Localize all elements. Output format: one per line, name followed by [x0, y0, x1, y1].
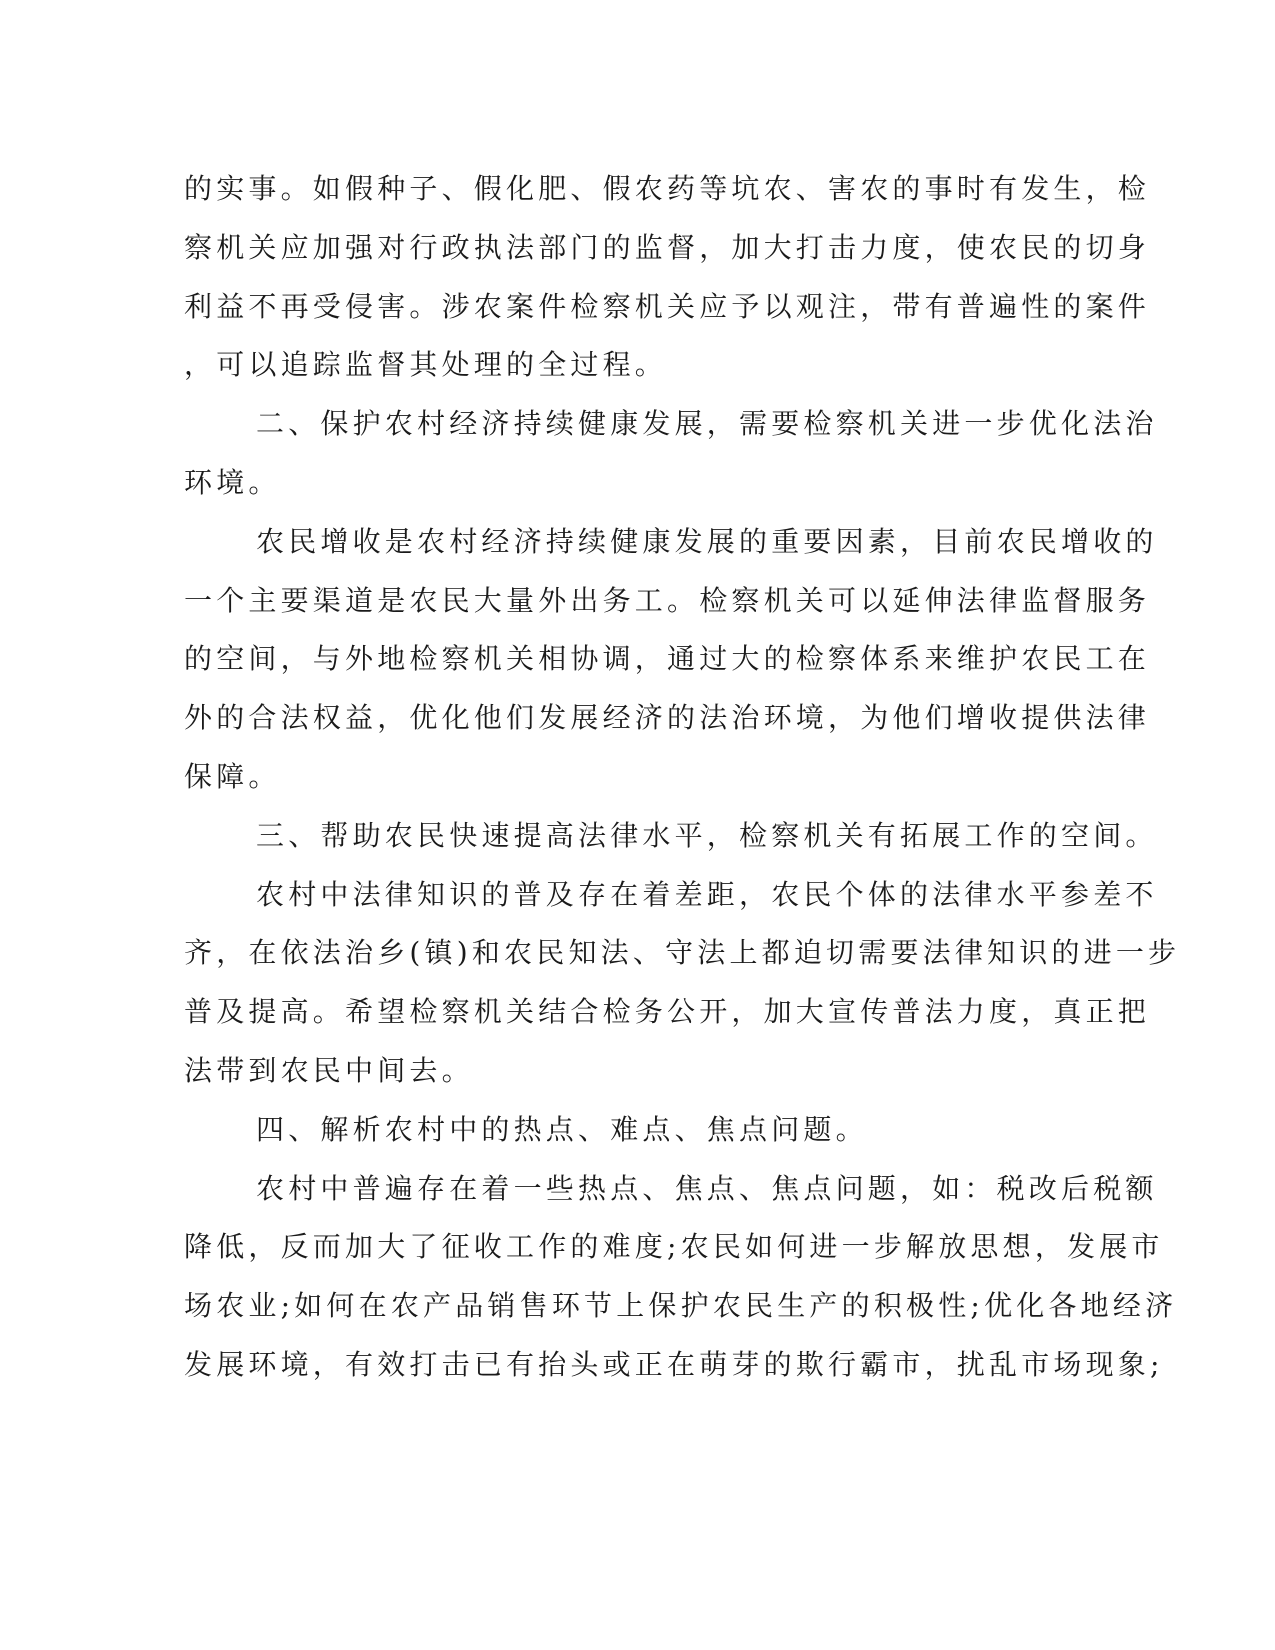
text-line: ，可以追踪监督其处理的全过程。	[184, 348, 668, 382]
text-line: 利益不再受侵害。涉农案件检察机关应予以观注，带有普遍性的案件	[184, 289, 1151, 323]
text-line: 的实事。如假种子、假化肥、假农药等坑农、害农的事时有发生，检	[184, 172, 1151, 205]
text-line: 场农业;如何在农产品销售环节上保护农民生产的积极性;优化各地经济	[184, 1289, 1178, 1323]
text-line: 察机关应加强对行政执法部门的监督，加大打击力度，使农民的切身	[184, 230, 1151, 264]
text-line: 降低，反而加大了征收工作的难度;农民如何进一步解放思想，发展市	[184, 1230, 1164, 1264]
text-line: 外的合法权益，优化他们发展经济的法治环境，为他们增收提供法律	[184, 701, 1151, 735]
text-line: 发展环境，有效打击已有抬头或正在萌芽的欺行霸市，扰乱市场现象;	[184, 1347, 1164, 1381]
text-line: 一个主要渠道是农民大量外出务工。检察机关可以延伸法律监督服务	[184, 583, 1151, 617]
document-body	[184, 160, 1181, 1395]
text-line: 齐，在依法治乡(镇)和农民知法、守法上都迫切需要法律知识的进一步	[184, 936, 1181, 970]
paragraph-start: 农村中普遍存在着一些热点、焦点、焦点问题，如：税改后税额	[256, 1171, 1158, 1205]
paragraph-start: 农村中法律知识的普及存在着差距，农民个体的法律水平参差不	[256, 877, 1158, 911]
text-line: 法带到农民中间去。	[184, 1053, 474, 1087]
text-line: 保障。	[184, 759, 281, 793]
paragraph-start: 农民增收是农村经济持续健康发展的重要因素，目前农民增收的	[256, 524, 1158, 558]
text-line: 环境。	[184, 465, 281, 499]
section-heading-3: 三、帮助农民快速提高法律水平，检察机关有拓展工作的空间。	[256, 818, 1158, 852]
section-heading-2: 二、保护农村经济持续健康发展，需要检察机关进一步优化法治	[256, 407, 1158, 441]
section-heading-4: 四、解析农村中的热点、难点、焦点问题。	[256, 1112, 868, 1146]
text-line: 的空间，与外地检察机关相协调，通过大的检察体系来维护农民工在	[184, 642, 1151, 676]
text-line: 普及提高。希望检察机关结合检务公开，加大宣传普法力度，真正把	[184, 995, 1151, 1029]
